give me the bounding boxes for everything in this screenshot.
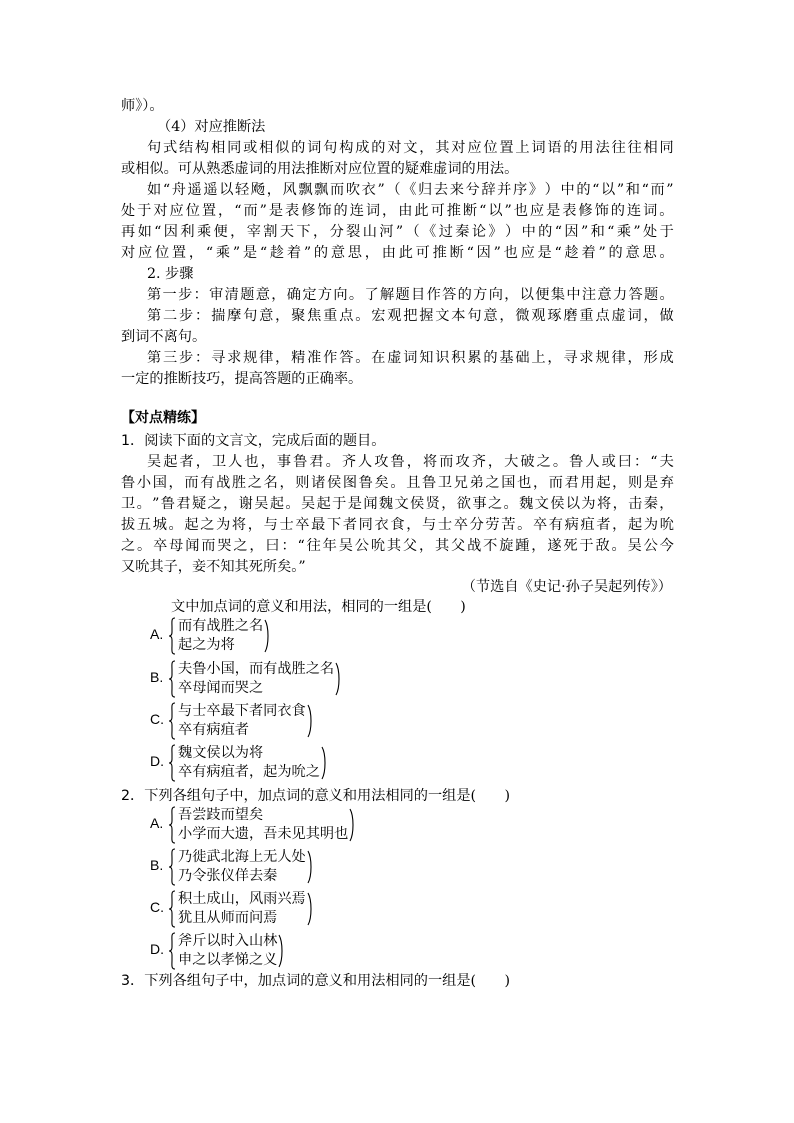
text-line: 第 二 步 ： 揣 摩 句 意 ， 聚 焦 重 点 。 宏 观 把 握 文 本 句 意 ， 微 观 琢 磨 重 点 虚 词 ， 做 xyxy=(147,308,674,324)
question-prompt: 文中加点词的意义和用法，相同的一组是( ) xyxy=(171,599,466,615)
right-bracket-icon xyxy=(278,934,284,968)
text-line: 一定的推断技巧，提高答题的正确率。 xyxy=(121,371,363,387)
question-prompt: 下列各组句子中，加点词的意义和用法相同的一组是( ) xyxy=(144,788,510,804)
question-prompt: 下列各组句子中，加点词的意义和用法相同的一组是( ) xyxy=(144,973,510,989)
passage-line: 吴 起 者 ， 卫 人 也 ， 事 鲁 君 。 齐 人 攻 鲁 ， 将 而 攻 齐 ， 大 破 之 。 鲁 人 或 曰 ： “ 夫 xyxy=(147,454,674,470)
option-letter: A. xyxy=(150,626,164,642)
option-letter: C. xyxy=(150,711,164,727)
question-number: 2． xyxy=(121,788,145,804)
left-brace-icon xyxy=(168,806,176,844)
text-line: 句 式 结 构 相 同 或 相 似 的 词 句 构 成 的 对 文 ， 其 对 应 位 置 上 词 语 的 用 法 往 往 相 同 xyxy=(147,140,674,156)
text-line: 如 “ 舟 遥 遥 以 轻 飏 ， 风 飘 飘 而 吹 衣 ” （ 《 归 去 来 兮 辞 并 序 》 ） 中 的 “ 以 ” 和 “ 而 ” xyxy=(147,182,674,198)
option-letter: B. xyxy=(150,857,164,873)
question-3 xyxy=(121,971,510,991)
option-letter: B. xyxy=(150,669,164,685)
right-bracket-icon xyxy=(335,662,341,696)
passage-line: 又吮其子，妾不知其死所矣。” xyxy=(121,559,306,575)
text-line: 第 三 步 ： 寻 求 规 律 ， 精 准 作 答 。 在 虚 词 知 识 积 累 的 基 础 上 ， 寻 求 规 律 ， 形 成 xyxy=(147,350,674,366)
right-bracket-icon xyxy=(349,808,355,842)
left-brace-icon xyxy=(168,932,176,970)
text-line: 对 应 位 置 ， “ 乘 ” 是 “ 趁 着 ” 的 意 思 ， 由 此 可 推 断 “ 因 ” 也 应 是 “ 趁 着 ” 的 意 思 。 xyxy=(121,245,674,261)
option-sentence-1: 积土成山，风雨兴焉 xyxy=(178,891,306,907)
option-sentence-1: 斧斤以时入山林 xyxy=(178,933,278,949)
question-stem: 阅读下面的文言文，完成后面的题目。 xyxy=(144,433,386,449)
question-number: 3． xyxy=(121,973,145,989)
option-sentence-1: 而有战胜之名 xyxy=(178,618,264,634)
right-bracket-icon xyxy=(307,850,313,884)
option-sentence-2: 乃令张仪佯去秦 xyxy=(178,868,278,884)
question-2 xyxy=(121,786,510,806)
right-bracket-icon xyxy=(307,704,313,738)
subheading-method-4: （4）对应推断法 xyxy=(157,119,266,135)
left-brace-icon xyxy=(168,848,176,886)
left-brace-icon xyxy=(168,702,176,740)
option-sentence-1: 吾尝跂而望矣 xyxy=(178,807,264,823)
option-sentence-2: 犹且从师而问焉 xyxy=(178,910,278,926)
question-1 xyxy=(121,431,385,451)
option-letter: D. xyxy=(150,941,164,957)
option-sentence-2: 卒母闻而哭之 xyxy=(178,680,264,696)
option-letter: A. xyxy=(150,815,164,831)
left-brace-icon xyxy=(168,744,176,782)
option-sentence-1: 夫鲁小国，而有战胜之名 xyxy=(178,661,335,677)
option-sentence-2: 小学而大遗，吾未见其明也 xyxy=(178,826,349,842)
left-brace-icon xyxy=(168,660,176,698)
text-line: 或相似。可从熟悉虚词的用法推断对应位置的疑难虚词的用法。 xyxy=(121,161,519,177)
question-number: 1． xyxy=(121,433,145,449)
text-line: 处 于 对 应 位 置 ， “ 而 ” 是 表 修 饰 的 连 词 ， 由 此 可 推 断 “ 以 ” 也 应 是 表 修 饰 的 连 词 。 xyxy=(121,203,674,219)
option-sentence-2: 申之以孝悌之义 xyxy=(178,952,278,968)
right-bracket-icon xyxy=(307,892,313,926)
text-line: 再 如 “ 因 利 乘 便 ， 宰 割 天 下 ， 分 裂 山 河 ” （ 《 过 秦 论 》 ） 中 的 “ 因 ” 和 “ 乘 ” 处 于 xyxy=(121,224,674,240)
text-line: 师》）。 xyxy=(121,98,164,114)
option-sentence-1: 与士卒最下者同衣食 xyxy=(178,703,306,719)
subheading-steps: 2. 步骤 xyxy=(147,266,194,282)
option-sentence-1: 魏文侯以为将 xyxy=(178,745,264,761)
text-line: 到词不离句。 xyxy=(121,329,207,345)
text-line: 第 一 步 ： 审 清 题 意 ， 确 定 方 向 。 了 解 题 目 作 答 的 方 向 ， 以 便 集 中 注 意 力 答 题 。 xyxy=(147,287,674,303)
right-bracket-icon xyxy=(264,619,270,653)
option-sentence-1: 乃徙武北海上无人处 xyxy=(178,849,306,865)
option-letter: C. xyxy=(150,899,164,915)
source-citation: （节选自《史记·孙子吴起列传》） xyxy=(461,579,672,595)
option-sentence-2: 卒有病疽者，起为吮之 xyxy=(178,764,320,780)
passage-line: 拔 五 城 。 起 之 为 将 ， 与 士 卒 最 下 者 同 衣 食 ， 与 士 卒 分 劳 苦 。 卒 有 病 疽 者 ， 起 为 吮 xyxy=(121,517,674,533)
option-sentence-2: 起之为将 xyxy=(178,637,235,653)
passage-line: 之 。 卒 母 闻 而 哭 之 ， 曰 ： “ 往 年 吴 公 吮 其 父 ， 其 父 战 不 旋 踵 ， 遂 死 于 敌 。 吴 公 今 xyxy=(121,538,674,554)
passage-line: 鲁 小 国 ， 而 有 战 胜 之 名 ， 则 诸 侯 图 鲁 矣 。 且 鲁 卫 兄 弟 之 国 也 ， 而 君 用 起 ， 则 是 弃 xyxy=(121,475,674,491)
option-letter: D. xyxy=(150,753,164,769)
right-bracket-icon xyxy=(321,746,327,780)
option-sentence-2: 卒有病疽者 xyxy=(178,722,249,738)
left-brace-icon xyxy=(168,890,176,928)
left-brace-icon xyxy=(168,617,176,655)
section-title: 【对点精练】 xyxy=(121,410,205,426)
passage-line: 卫 。 ” 鲁 君 疑 之 ， 谢 吴 起 。 吴 起 于 是 闻 魏 文 侯 贤 ， 欲 事 之 。 魏 文 侯 以 为 将 ， 击 秦 ， xyxy=(121,496,674,512)
